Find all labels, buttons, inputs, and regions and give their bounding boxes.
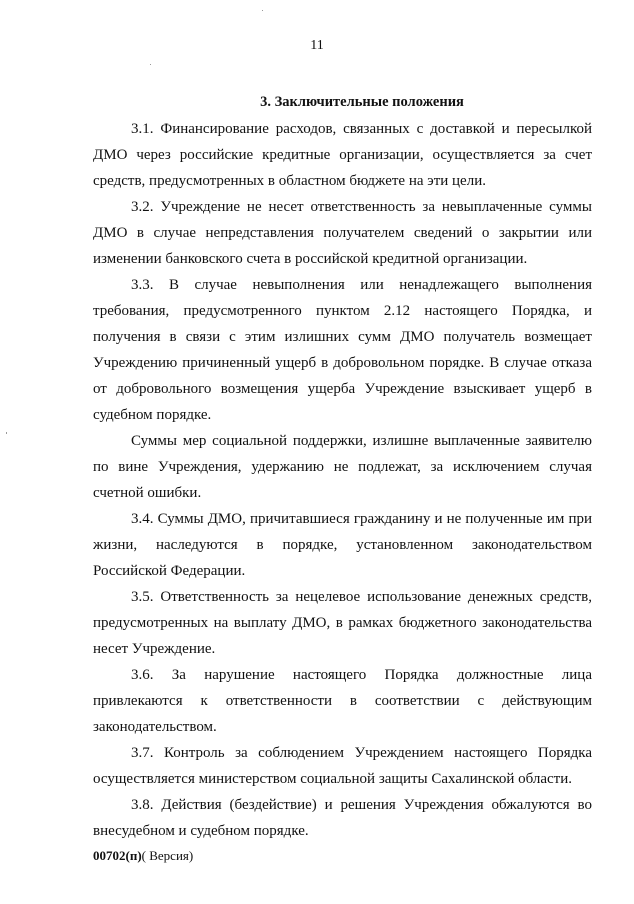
scan-speck (262, 10, 263, 11)
paragraph-3-1: 3.1. Финансирование расходов, связанных с доставкой и пересылкой ДМО через российские кредитные организации, осуществляется за счет средств, предусмотренных в областном бюджете на эти цели. (93, 121, 592, 189)
page-number: 11 (310, 38, 324, 53)
paragraph-3-2: 3.2. Учреждение не несет ответственность за невыплаченные суммы ДМО в случае непредставления получателем сведений о закрытии или изменении банковского счета в российской кредитной организации. (93, 199, 592, 267)
footer-code: 00702(п) (93, 848, 142, 863)
footer-version: ( Версия) (141, 848, 194, 863)
paragraph-3-7: 3.7. Контроль за соблюдением Учреждением настоящего Порядка осуществляется министерством социальной защиты Сахалинской области. (93, 745, 592, 787)
paragraph-3-8: 3.8. Действия (бездействие) и решения Учреждения обжалуются во внесудебном и судебном порядке. (93, 797, 592, 839)
paragraph-3-4: 3.4. Суммы ДМО, причитавшиеся гражданину и не полученные им при жизни, наследуются в порядке, установленном законодательством Российской Федерации. (93, 511, 592, 579)
scan-speck (150, 64, 151, 65)
section-heading: 3. Заключительные положения (260, 94, 464, 110)
body-text (93, 116, 592, 844)
paragraph-3-5: 3.5. Ответственность за нецелевое использование денежных средств, предусмотренных на выплату ДМО, в рамках бюджетного законодательства несет Учреждение. (93, 589, 592, 657)
scan-speck (6, 432, 7, 434)
footer-document-code (93, 848, 193, 864)
paragraph-3-3: 3.3. В случае невыполнения или ненадлежащего выполнения требования, предусмотренного пунктом 2.12 настоящего Порядка, и получения в связи с этим излишних сумм ДМО получатель возмещает Учреждению причиненный ущерб в добровольном порядке. В случае отказа от добровольного возмещения ущерба Учреждение взыскивает ущерб в судебном порядке. (93, 277, 592, 423)
paragraph-3-6: 3.6. За нарушение настоящего Порядка должностные лица привлекаются к ответственности в соответствии с действующим законодательством. (93, 667, 592, 735)
paragraph-3-3-note: Суммы мер социальной поддержки, излишне выплаченные заявителю по вине Учреждения, удержанию не подлежат, за исключением случая счетной ошибки. (93, 433, 592, 501)
